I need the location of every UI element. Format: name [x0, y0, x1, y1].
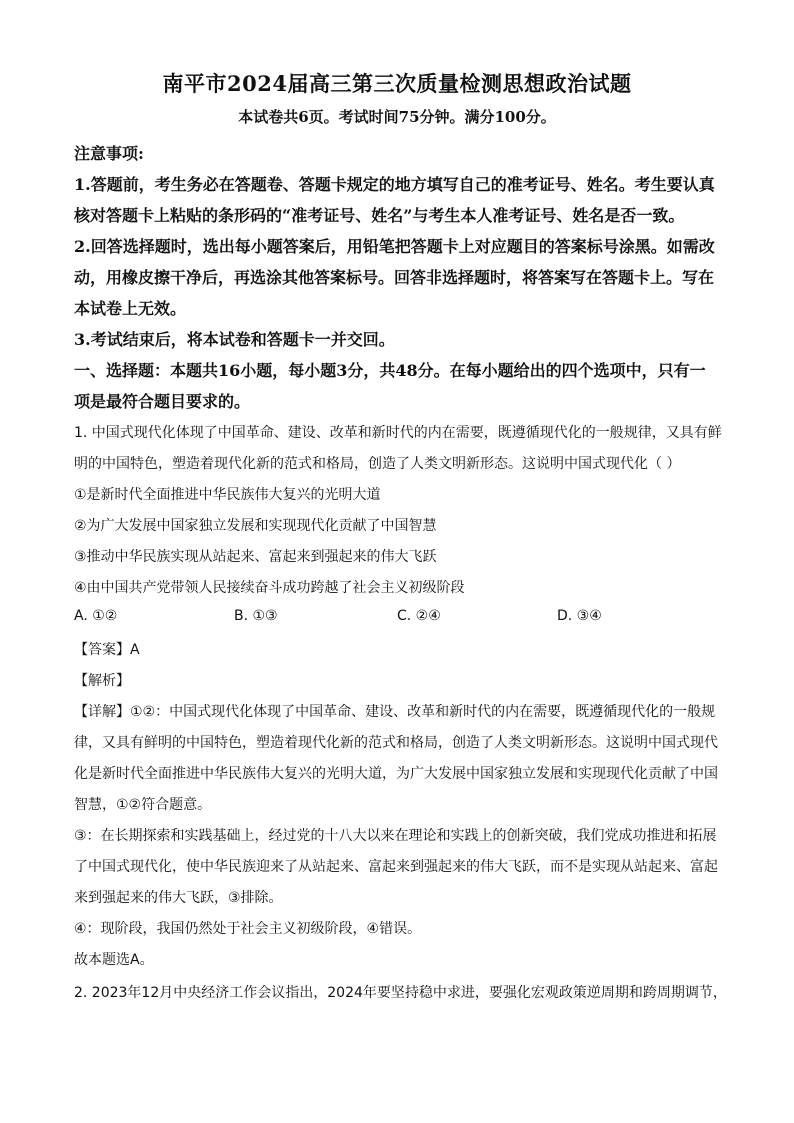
detail-line: 智慧，①②符合题意。 — [74, 797, 212, 813]
page-title: 南平市2024届高三第三次质量检测思想政治试题 — [162, 71, 632, 96]
question-item: ③推动中华民族实现从站起来、富起来到强起来的伟大飞跃 — [74, 549, 437, 565]
detail-line: 来到强起来的伟大飞跃，③排除。 — [74, 890, 283, 906]
question-stem: 2. 2023年12月中央经济工作会议指出，2024年要坚持稳中求进，要强化宏观政策逆周期和跨周期调节， — [74, 985, 727, 1001]
note-line: 动，用橡皮擦干净后，再选涂其他答案标号。回答非选择题时，将答案写在答题卡上。写在 — [74, 268, 715, 287]
detail-line: 化是新时代全面推进中华民族伟大复兴的光明大道，为广大发展中国家独立发展和实现现代化贡献了中国 — [74, 766, 718, 782]
section-heading: 一、选择题：本题共16小题，每小题3分，共48分。在每小题给出的四个选项中，只有一 — [74, 361, 706, 380]
detail-line: 【详解】①②：中国式现代化体现了中国革命、建设、改革和新时代的内在需要，既遵循现代化的一般规 — [74, 704, 716, 720]
detail-line: 律，又具有鲜明的中国特色，塑造着现代化新的范式和格局，创造了人类文明新形态。这说明中国式现代 — [74, 735, 718, 751]
detail-line: ③：在长期探索和实践基础上，经过党的十八大以来在理论和实践上的创新突破，我们党成功推进和拓展 — [74, 828, 717, 844]
detail-line: ④：现阶段，我国仍然处于社会主义初级阶段，④错误。 — [74, 921, 422, 937]
detail-line: 故本题选A。 — [74, 952, 154, 968]
option-c: C. ②④ — [397, 608, 441, 624]
notes-heading: 注意事项: — [74, 144, 144, 163]
option-b: B. ①③ — [234, 608, 278, 624]
option-d: D. ③④ — [557, 608, 602, 624]
question-item: ②为广大发展中国家独立发展和实现现代化贡献了中国智慧 — [74, 518, 437, 534]
detail-line: 了中国式现代化，使中华民族迎来了从站起来、富起来到强起来的伟大飞跃，而不是实现从站起来、富起 — [74, 859, 718, 875]
answer: 【答案】A — [74, 642, 140, 658]
exam-info: 本试卷共6页。考试时间75分钟。满分100分。 — [238, 108, 556, 126]
note-line: 核对答题卡上粘贴的条形码的“准考证号、姓名”与考生本人准考证号、姓名是否一致。 — [74, 206, 685, 225]
question-stem: 1. 中国式现代化体现了中国革命、建设、改革和新时代的内在需要，既遵循现代化的一般规律，又具有鲜 — [74, 425, 722, 441]
question-item: ④由中国共产党带领人民接续奋斗成功跨越了社会主义初级阶段 — [74, 580, 465, 596]
note-line: 3.考试结束后，将本试卷和答题卡一并交回。 — [74, 330, 395, 349]
question-stem: 明的中国特色，塑造着现代化新的范式和格局，创造了人类文明新形态。这说明中国式现代化（ ） — [74, 456, 681, 472]
option-a: A. ①② — [74, 608, 118, 624]
note-line: 2.回答选择题时，选出每小题答案后，用铅笔把答题卡上对应题目的答案标号涂黑。如需改 — [74, 237, 715, 256]
note-line: 本试卷上无效。 — [74, 299, 187, 318]
analysis-label: 【解析】 — [74, 673, 130, 689]
section-heading: 项是最符合题目要求的。 — [74, 392, 251, 411]
question-item: ①是新时代全面推进中华民族伟大复兴的光明大道 — [74, 487, 381, 503]
note-line: 1.答题前，考生务必在答题卷、答题卡规定的地方填写自己的准考证号、姓名。考生要认真 — [74, 175, 715, 194]
